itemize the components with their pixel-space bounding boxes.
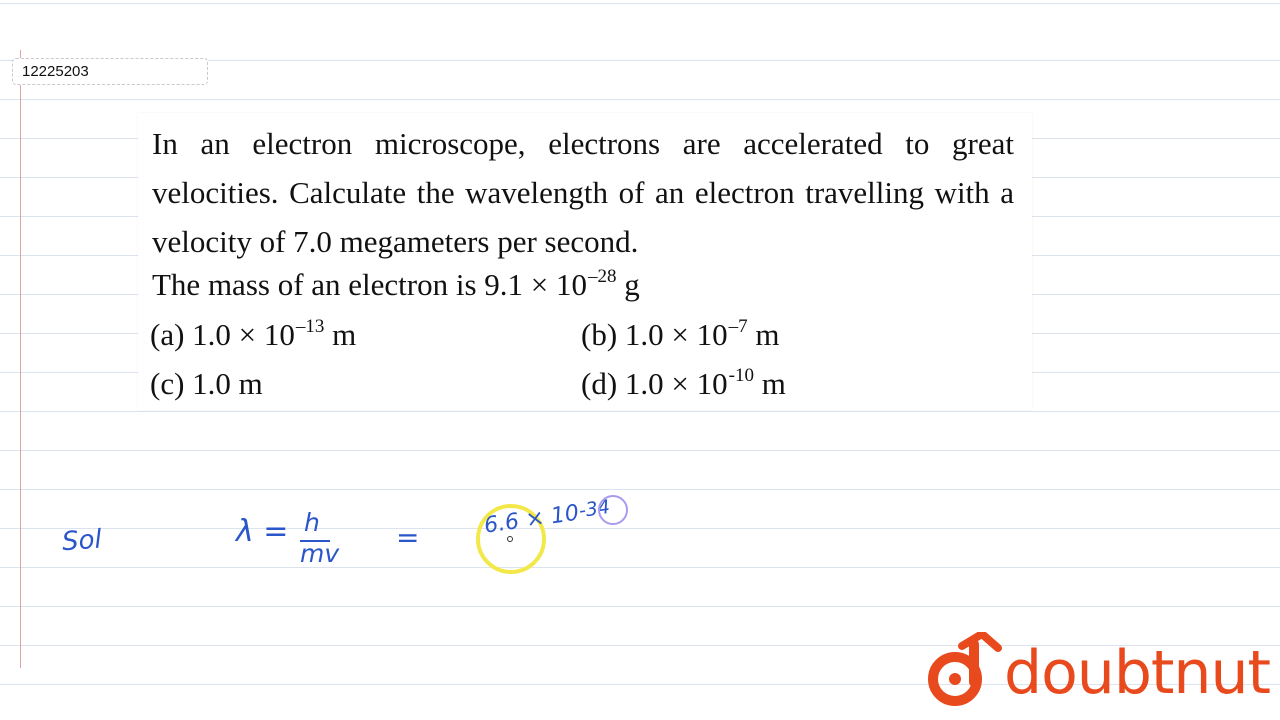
formula-lhs: λ = bbox=[236, 514, 289, 549]
planck-value: 6.6 × 10 bbox=[482, 500, 581, 539]
planck-exponent: -34 bbox=[577, 496, 612, 523]
formula-numerator: h bbox=[304, 508, 320, 537]
cursor-dot bbox=[508, 537, 513, 542]
question-text: In an electron microscope, electrons are accelerated to great velocities. Calculate the wavelength of an electron travelling with a velocity of 7.0 megameters per second. bbox=[152, 126, 1014, 259]
option-c-label: (c) 1.0 m bbox=[150, 366, 263, 401]
mass-unit: g bbox=[616, 267, 640, 302]
option-b-label: (b) 1.0 × 10 bbox=[581, 317, 728, 352]
option-a-unit: m bbox=[324, 317, 357, 352]
option-b-exponent: –7 bbox=[728, 316, 748, 337]
option-b-unit: m bbox=[747, 317, 780, 352]
sol-label: Sol bbox=[61, 524, 103, 558]
equals-sign: = bbox=[396, 521, 420, 554]
option-a-exponent: –13 bbox=[295, 316, 325, 337]
option-a-label: (a) 1.0 × 10 bbox=[150, 317, 295, 352]
option-d-exponent: -10 bbox=[728, 365, 754, 386]
mass-prefix: The mass of an electron is 9.1 × 10 bbox=[152, 267, 588, 302]
brand-name: doubtnut bbox=[1004, 638, 1271, 708]
mass-exponent: –28 bbox=[588, 266, 617, 287]
handwriting-ink bbox=[61, 496, 611, 568]
option-d-unit: m bbox=[753, 366, 786, 401]
formula-denominator: mv bbox=[300, 539, 340, 568]
doubtnut-logo bbox=[922, 632, 1271, 714]
doubtnut-d-icon bbox=[922, 632, 1002, 714]
option-d-label: (d) 1.0 × 10 bbox=[581, 366, 728, 401]
question-id: 12225203 bbox=[22, 63, 89, 80]
